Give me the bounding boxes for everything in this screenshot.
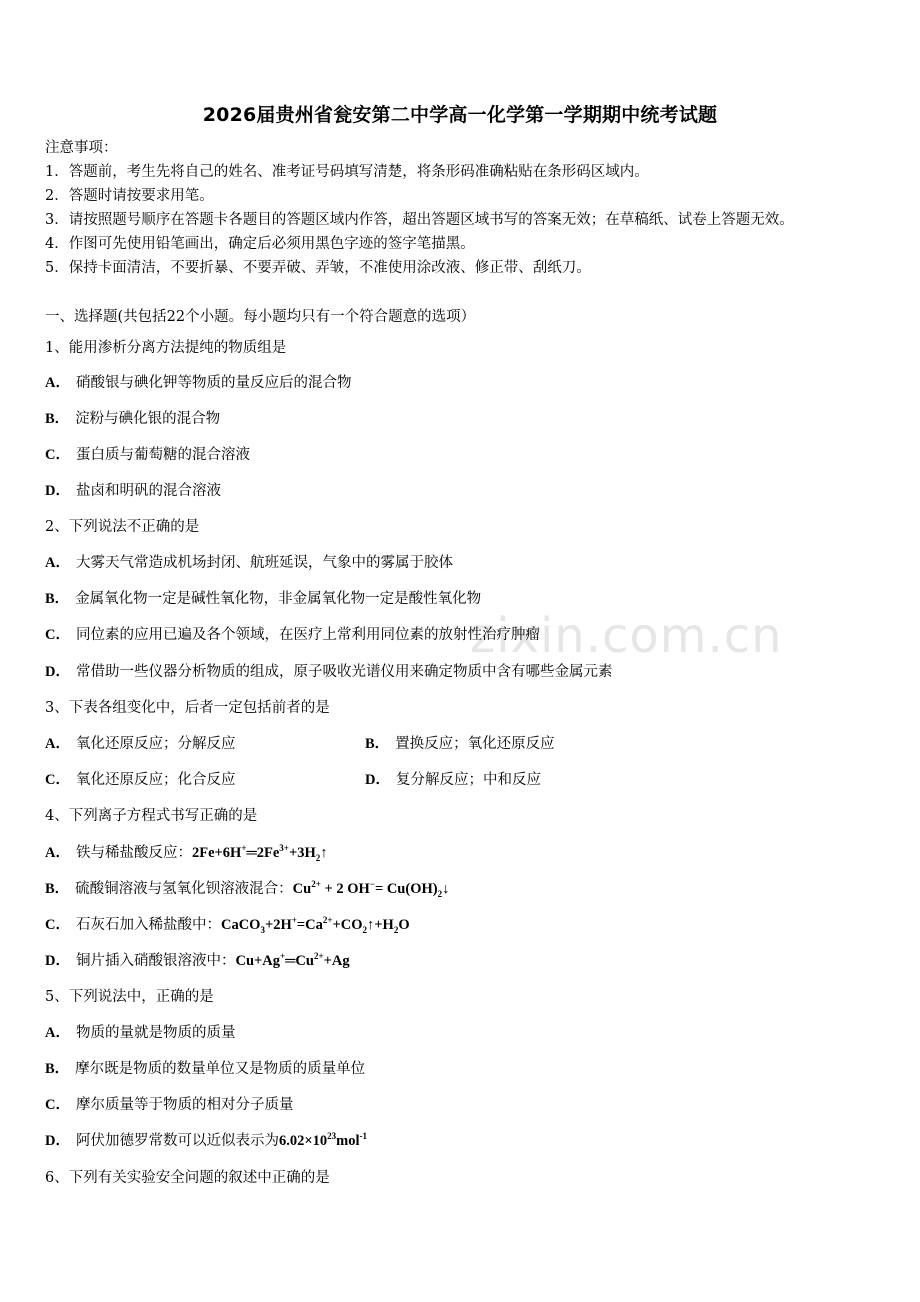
notice-item: 1．答题前，考生先将自己的姓名、准考证号码填写清楚，将条形码准确粘贴在条形码区域内。 — [45, 164, 649, 180]
question-stem: 5、下列说法中，正确的是 — [45, 989, 214, 1005]
option-d: D． 盐卤和明矾的混合溶液 — [45, 483, 221, 499]
notice-item: 3．请按照题号顺序在答题卡各题目的答题区域内作答，超出答题区域书写的答案无效；在草稿纸、试卷上答题无效。 — [45, 212, 794, 228]
option-c: C． 氧化还原反应；化合反应 — [45, 772, 236, 788]
notice-item: 4．作图可先使用铅笔画出，确定后必须用黑色字迹的签字笔描黑。 — [45, 236, 475, 252]
question-stem: 1、能用渗析分离方法提纯的物质组是 — [45, 340, 287, 356]
question-stem: 4、下列离子方程式书写正确的是 — [45, 808, 258, 824]
option-a: A． 铁与稀盐酸反应：$2Fe+6H^+═2Fe^{3+}+3H_2↑$ — [45, 843, 328, 863]
watermark: zixin.com.cn — [470, 608, 783, 664]
equation: $Cu+Ag^+═Cu^{2+}+Ag$ — [235, 951, 350, 969]
option-c: C． 石灰石加入稀盐酸中：$CaCO_3+2H^+=Ca^{2+}+CO_2↑+H_2O$ — [45, 915, 410, 935]
equation: $6.02\times 10^{23}mol^{-1}$ — [278, 1131, 367, 1149]
section-heading: 一、选择题(共包括22个小题。每小题均只有一个符合题意的选项） — [45, 309, 476, 325]
notice-item: 5．保持卡面清洁，不要折暴、不要弄破、弄皱，不准使用涂改液、修正带、刮纸刀。 — [45, 260, 591, 276]
option-c: C． 摩尔质量等于物质的相对分子质量 — [45, 1097, 294, 1113]
option-a: A． 氧化还原反应；分解反应 — [45, 736, 236, 752]
equation: $2Fe+6H^+═2Fe^{3+}+3H_2↑$ — [191, 843, 328, 863]
exam-title: 2026届贵州省瓮安第二中学高一化学第一学期期中统考试题 — [202, 104, 718, 126]
option-d: D． 复分解反应；中和反应 — [365, 772, 541, 788]
notice-heading: 注意事项： — [45, 140, 118, 156]
option-b: B． 摩尔既是物质的数量单位又是物质的质量单位 — [45, 1061, 366, 1077]
option-d: D． 常借助一些仪器分析物质的组成，原子吸收光谱仪用来确定物质中含有哪些金属元素 — [45, 664, 613, 680]
equation: $Cu^{2+} + 2$ $OH^-= Cu(OH)_2↓$ — [292, 879, 450, 899]
question-stem: 2、下列说法不正确的是 — [45, 519, 200, 535]
question-stem: 3、下表各组变化中，后者一定包括前者的是 — [45, 700, 330, 716]
option-c: C． 蛋白质与葡萄糖的混合溶液 — [45, 447, 250, 463]
option-a: A． 物质的量就是物质的质量 — [45, 1025, 236, 1041]
option-a: A． 大雾天气常造成机场封闭、航班延误，气象中的雾属于胶体 — [45, 555, 453, 571]
option-b: B． 硫酸铜溶液与氢氧化钡溶液混合：$Cu^{2+} + 2$ $OH^-= Cu(OH)_2↓$ — [45, 879, 450, 899]
option-c: C． 同位素的应用已遍及各个领域，在医疗上常利用同位素的放射性治疗肿瘤 — [45, 627, 540, 643]
question-stem: 6、下列有关实验安全问题的叙述中正确的是 — [45, 1170, 330, 1186]
option-b: B． 置换反应；氧化还原反应 — [365, 736, 555, 752]
equation: $CaCO_3+2H^+=Ca^{2+}+CO_2↑+H_2O$ — [220, 915, 410, 935]
option-d: D． 铜片插入硝酸银溶液中：$Cu+Ag^+═Cu^{2+}+Ag$ — [45, 951, 350, 969]
option-b: B． 金属氧化物一定是碱性氧化物，非金属氧化物一定是酸性氧化物 — [45, 591, 482, 607]
option-a: A． 硝酸银与碘化钾等物质的量反应后的混合物 — [45, 375, 352, 391]
notice-item: 2．答题时请按要求用笔。 — [45, 188, 214, 204]
option-b: B． 淀粉与碘化银的混合物 — [45, 411, 221, 427]
option-d: D． 阿伏加德罗常数可以近似表示为$6.02\times 10^{23}mol^{-1}$ — [45, 1131, 367, 1149]
